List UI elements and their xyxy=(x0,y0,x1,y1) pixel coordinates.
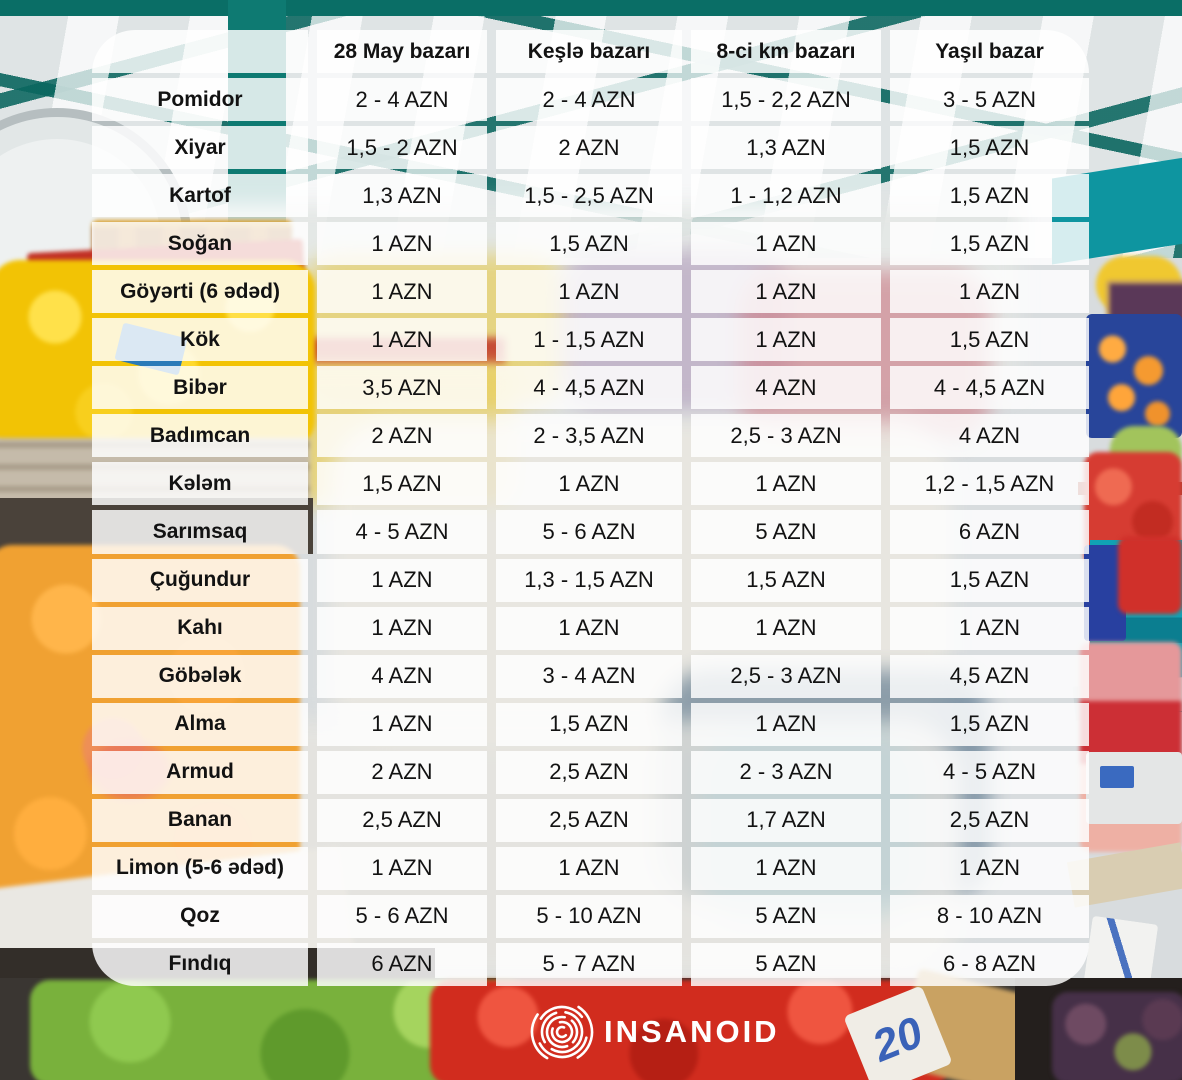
price-cell: 2,5 - 3 AZN xyxy=(691,655,881,698)
row-label: Pomidor xyxy=(92,78,308,121)
price-cell: 1 AZN xyxy=(496,607,682,650)
price-cell: 1,5 - 2 AZN xyxy=(317,126,487,169)
row-label: Limon (5-6 ədəd) xyxy=(92,847,308,890)
price-cell: 1 AZN xyxy=(317,607,487,650)
price-cell: 4 AZN xyxy=(890,414,1089,457)
price-cell: 1 AZN xyxy=(496,270,682,313)
price-sign: 20 xyxy=(843,985,952,1080)
price-cell: 4,5 AZN xyxy=(890,655,1089,698)
price-cell: 2,5 AZN xyxy=(496,751,682,794)
row-label: Badımcan xyxy=(92,414,308,457)
price-cell: 1,5 - 2,5 AZN xyxy=(496,174,682,217)
price-cell: 5 - 10 AZN xyxy=(496,895,682,938)
price-cell: 1,3 AZN xyxy=(691,126,881,169)
price-cell: 1 AZN xyxy=(691,270,881,313)
price-cell: 1,5 AZN xyxy=(890,126,1089,169)
column-header: Yaşıl bazar xyxy=(890,30,1089,73)
price-cell: 1 AZN xyxy=(890,607,1089,650)
price-cell: 1 AZN xyxy=(691,222,881,265)
price-cell: 5 AZN xyxy=(691,895,881,938)
price-cell: 1 AZN xyxy=(317,222,487,265)
price-cell: 1,5 - 2,2 AZN xyxy=(691,78,881,121)
price-cell: 2 - 4 AZN xyxy=(317,78,487,121)
price-cell: 5 AZN xyxy=(691,510,881,553)
price-cell: 2,5 AZN xyxy=(496,799,682,842)
price-cell: 1 AZN xyxy=(691,318,881,361)
price-cell: 1,5 AZN xyxy=(890,559,1089,602)
row-label: Soğan xyxy=(92,222,308,265)
price-table xyxy=(92,30,1092,986)
price-cell: 1 AZN xyxy=(691,703,881,746)
row-label: Kök xyxy=(92,318,308,361)
corner-cell xyxy=(92,30,308,73)
price-cell: 1,5 AZN xyxy=(496,703,682,746)
tomatoes-in-crate xyxy=(1118,536,1182,614)
row-label: Kələm xyxy=(92,462,308,505)
price-cell: 1,3 - 1,5 AZN xyxy=(496,559,682,602)
price-cell: 6 AZN xyxy=(890,510,1089,553)
price-cell: 2 AZN xyxy=(317,751,487,794)
price-cell: 1 AZN xyxy=(496,462,682,505)
price-cell: 2 - 4 AZN xyxy=(496,78,682,121)
price-cell: 5 - 6 AZN xyxy=(317,895,487,938)
price-cell: 1 AZN xyxy=(890,270,1089,313)
price-cell: 2 AZN xyxy=(496,126,682,169)
price-cell: 1,5 AZN xyxy=(890,222,1089,265)
row-label: Sarımsaq xyxy=(92,510,308,553)
box-label xyxy=(1100,766,1134,788)
row-label: Göyərti (6 ədəd) xyxy=(92,270,308,313)
price-cell: 6 - 8 AZN xyxy=(890,943,1089,986)
price-cell: 1,3 AZN xyxy=(317,174,487,217)
price-cell: 1 AZN xyxy=(890,847,1089,890)
price-cell: 1 AZN xyxy=(317,318,487,361)
price-cell: 1,5 AZN xyxy=(691,559,881,602)
apricots-in-crate xyxy=(1090,322,1180,430)
price-cell: 1,7 AZN xyxy=(691,799,881,842)
price-cell: 2,5 AZN xyxy=(890,799,1089,842)
price-cell: 1,5 AZN xyxy=(890,318,1089,361)
price-cell: 6 AZN xyxy=(317,943,487,986)
price-cell: 3,5 AZN xyxy=(317,366,487,409)
price-cell: 1 - 1,2 AZN xyxy=(691,174,881,217)
row-label: Bibər xyxy=(92,366,308,409)
row-label: Kartof xyxy=(92,174,308,217)
price-cell: 1,2 - 1,5 AZN xyxy=(890,462,1089,505)
price-cell: 1 AZN xyxy=(317,703,487,746)
price-cell: 4 AZN xyxy=(691,366,881,409)
price-cell: 1 AZN xyxy=(317,270,487,313)
price-cell: 1,5 AZN xyxy=(890,174,1089,217)
row-label: Çuğundur xyxy=(92,559,308,602)
insanoid-logo xyxy=(530,1000,780,1064)
price-cell: 2,5 AZN xyxy=(317,799,487,842)
price-cell: 4 - 4,5 AZN xyxy=(890,366,1089,409)
row-label: Armud xyxy=(92,751,308,794)
price-cell: 1 AZN xyxy=(691,607,881,650)
price-cell: 2 - 3,5 AZN xyxy=(496,414,682,457)
price-cell: 1 AZN xyxy=(691,462,881,505)
price-cell: 1 - 1,5 AZN xyxy=(496,318,682,361)
row-label: Banan xyxy=(92,799,308,842)
column-header: 28 May bazarı xyxy=(317,30,487,73)
price-cell: 1,5 AZN xyxy=(496,222,682,265)
row-label: Kahı xyxy=(92,607,308,650)
column-header: Keşlə bazarı xyxy=(496,30,682,73)
row-label: Fındıq xyxy=(92,943,308,986)
row-label: Göbələk xyxy=(92,655,308,698)
price-cell: 5 - 6 AZN xyxy=(496,510,682,553)
price-cell: 1,5 AZN xyxy=(317,462,487,505)
price-cell: 1 AZN xyxy=(317,559,487,602)
price-cell: 3 - 5 AZN xyxy=(890,78,1089,121)
price-cell: 5 - 7 AZN xyxy=(496,943,682,986)
roof-beam xyxy=(0,0,1182,16)
row-label: Qoz xyxy=(92,895,308,938)
price-cell: 1,5 AZN xyxy=(890,703,1089,746)
price-cell: 1 AZN xyxy=(317,847,487,890)
price-cell: 2 AZN xyxy=(317,414,487,457)
row-label: Alma xyxy=(92,703,308,746)
price-cell: 4 - 5 AZN xyxy=(890,751,1089,794)
price-cell: 4 - 4,5 AZN xyxy=(496,366,682,409)
price-cell: 2 - 3 AZN xyxy=(691,751,881,794)
price-cell: 4 AZN xyxy=(317,655,487,698)
logo-text: INSANOID xyxy=(604,1014,780,1049)
price-cell: 4 - 5 AZN xyxy=(317,510,487,553)
price-cell: 2,5 - 3 AZN xyxy=(691,414,881,457)
label-box xyxy=(1086,752,1182,824)
column-header: 8-ci km bazarı xyxy=(691,30,881,73)
figs-crate xyxy=(1052,992,1182,1080)
price-cell: 1 AZN xyxy=(691,847,881,890)
price-cell: 1 AZN xyxy=(496,847,682,890)
fingerprint-icon xyxy=(530,1000,594,1064)
price-cell: 5 AZN xyxy=(691,943,881,986)
price-cell: 3 - 4 AZN xyxy=(496,655,682,698)
price-cell: 8 - 10 AZN xyxy=(890,895,1089,938)
row-label: Xiyar xyxy=(92,126,308,169)
